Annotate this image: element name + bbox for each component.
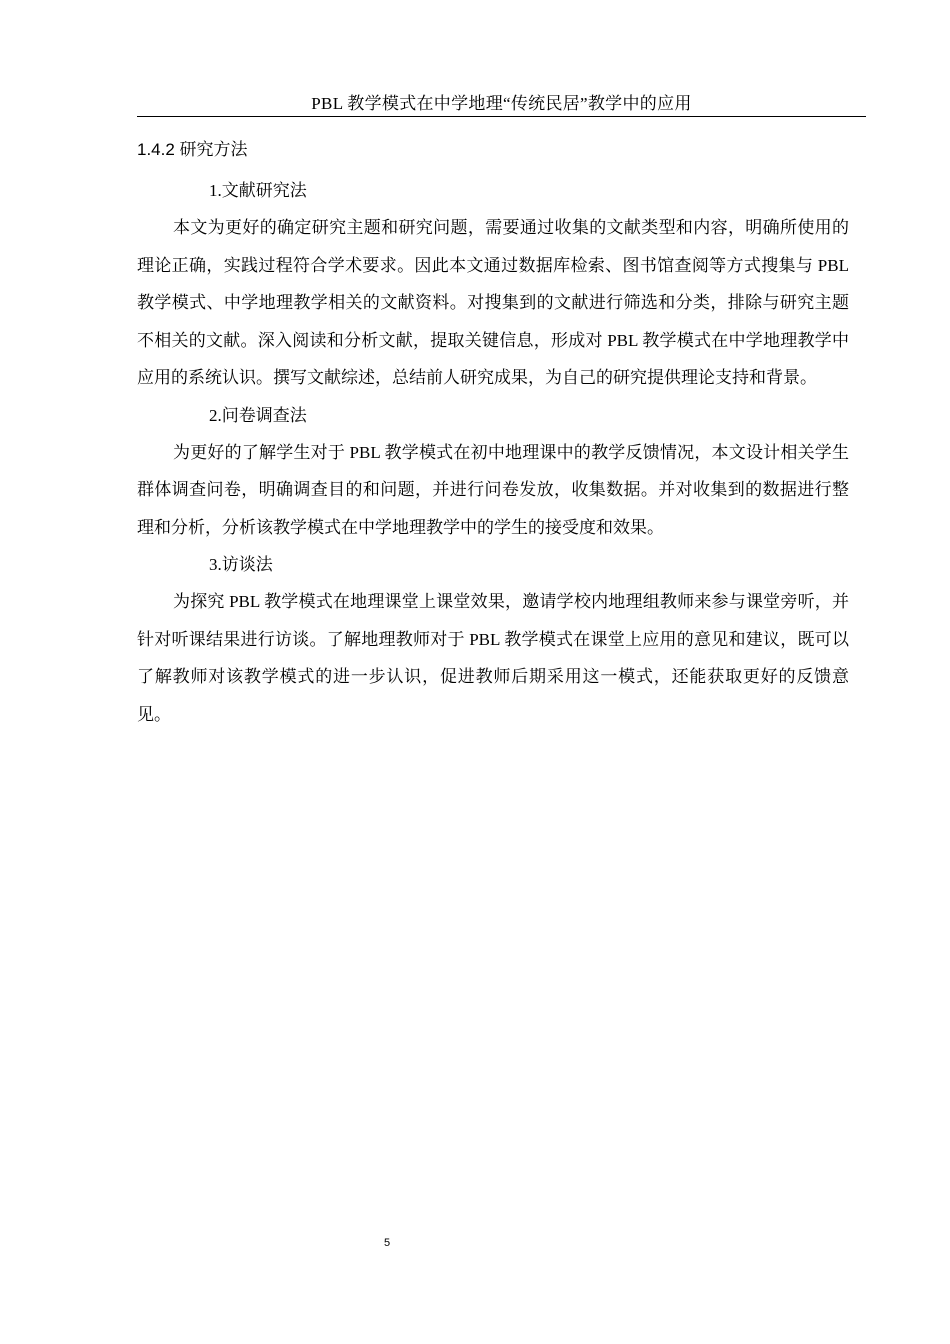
section-heading: 1.4.2 研究方法	[137, 140, 248, 159]
page-body	[137, 136, 849, 733]
method-title-interview: 3.访谈法	[209, 555, 273, 574]
running-header: PBL 教学模式在中学地理“传统民居”教学中的应用	[137, 92, 866, 117]
method-title-questionnaire: 2.问卷调查法	[209, 405, 307, 425]
method-paragraph-interview: 为探究 PBL 教学模式在地理课堂上课堂效果，邀请学校内地理组教师来参与课堂旁听，并针对听课结果进行访谈。了解地理教师对于 PBL 教学模式在课堂上应用的意见和建议，既可以了解教师对该教学模式的进一步认识，促进教师后期采用这一模式，还能获取更好的反馈意见。	[137, 592, 849, 724]
method-title-literature: 1.文献研究法	[209, 181, 307, 200]
method-paragraph-literature: 本文为更好的确定研究主题和研究问题，需要通过收集的文献类型和内容，明确所使用的理论正确，实践过程符合学术要求。因此本文通过数据库检索、图书馆查阅等方式搜集与 PBL 教学模式、中学地理教学相关的文献资料。对搜集到的文献进行筛选和分类，排除与研究主题不相关的文献。深入阅读和分析文献，提取关键信息，形成对 PBL 教学模式在中学地理教学中应用的系统认识。撰写文献综述，总结前人研究成果，为自己的研究提供理论支持和背景。	[137, 218, 849, 387]
method-paragraph-questionnaire: 为更好的了解学生对于 PBL 教学模式在初中地理课中的教学反馈情况，本文设计相关学生群体调查问卷，明确调查目的和问题，并进行问卷发放，收集数据。并对收集到的数据进行整理和分析，分析该教学模式在中学地理教学中的学生的接受度和效果。	[137, 442, 849, 537]
page-number: 5	[383, 1237, 391, 1249]
